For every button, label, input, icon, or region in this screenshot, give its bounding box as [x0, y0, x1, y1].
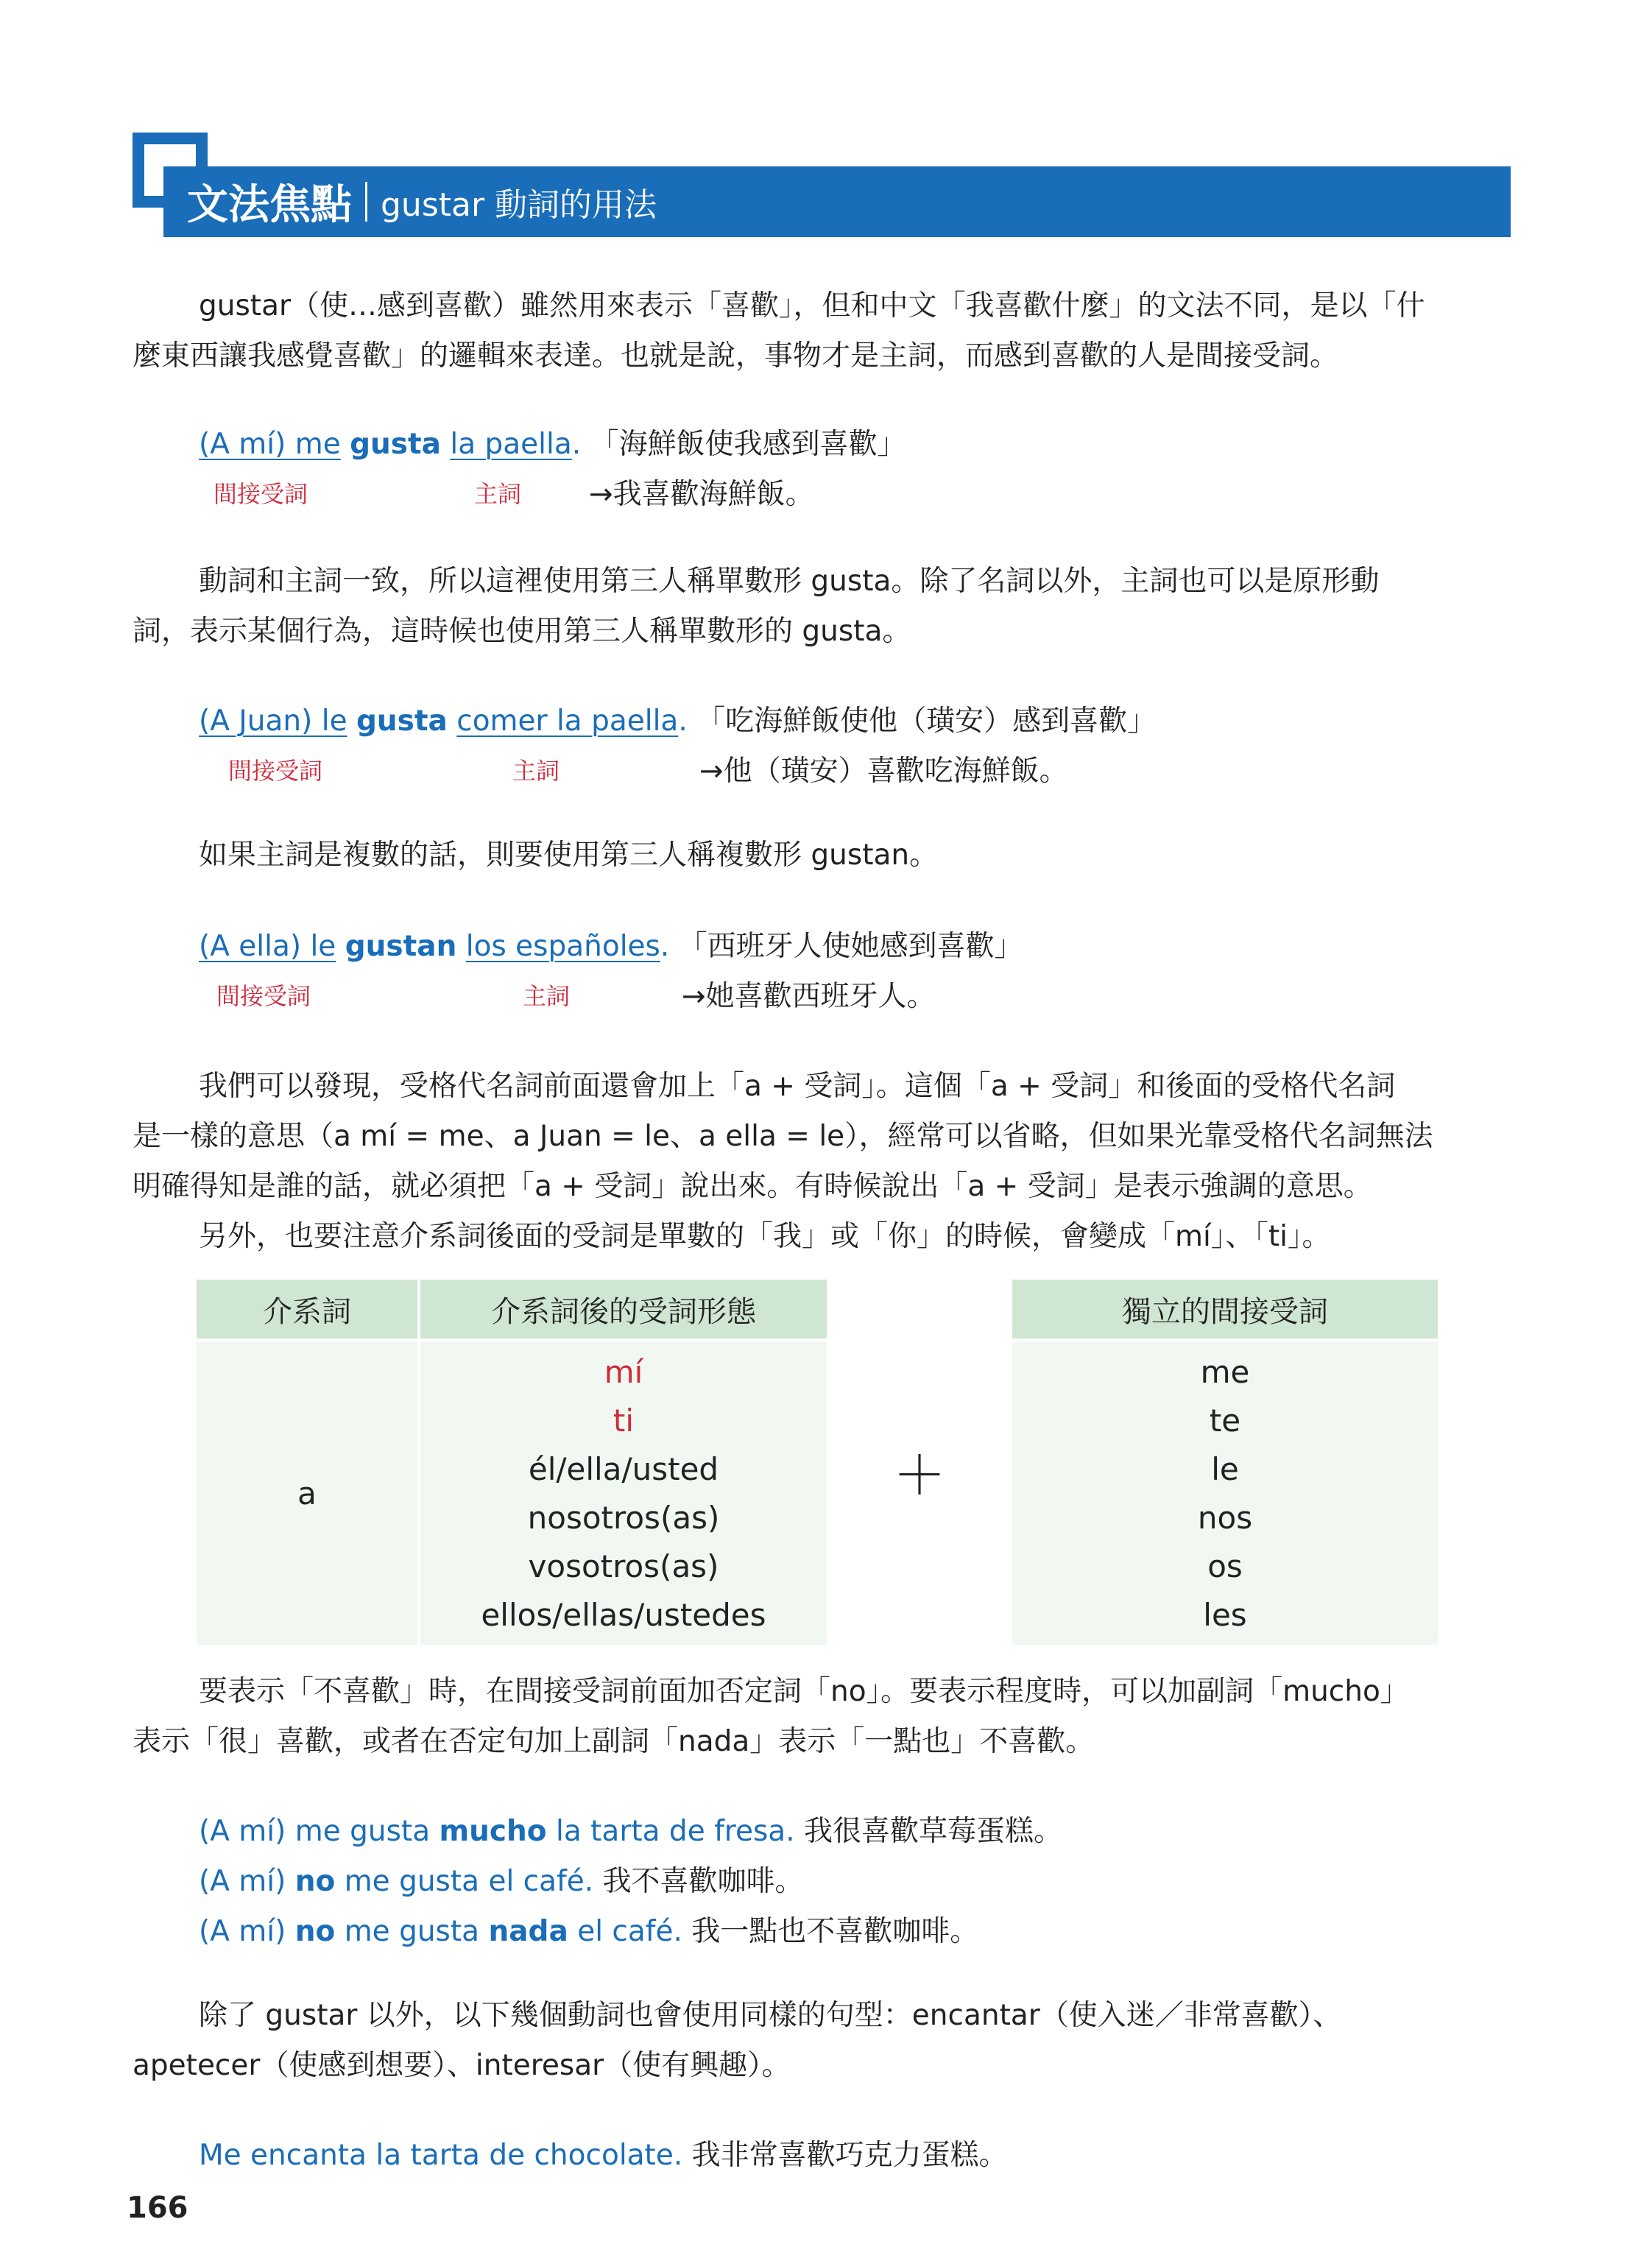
example-text: (A mí) — [199, 1865, 295, 1898]
table-item: os — [1207, 1548, 1243, 1584]
paragraph-line: apetecer（使感到想要）、interesar（使有興趣）。 — [133, 2049, 791, 2082]
translation: 「西班牙人使她感到喜歡」 — [678, 930, 1023, 963]
translation: 我一點也不喜歡咖啡。 — [682, 1915, 979, 1948]
paragraph-line: gustar（使…感到喜歡）雖然用來表示「喜歡」，但和中文「我喜歡什麼」的文法不同，是以「什 — [199, 289, 1425, 322]
table-item: mí — [604, 1353, 643, 1390]
table-cell-preposition: a — [197, 1341, 417, 1645]
section-title: 文法焦點 — [187, 181, 352, 229]
translation: 我不喜歡咖啡。 — [593, 1865, 804, 1898]
pronoun-table — [197, 1280, 1438, 1645]
verb: gusta — [356, 705, 448, 738]
paragraph-line: 另外，也要注意介系詞後面的受詞是單數的「我」或「你」的時候，會變成「mí」、「ti」。 — [199, 1220, 1331, 1253]
title-divider — [365, 182, 367, 222]
section-header — [163, 166, 1511, 237]
translation: 「吃海鮮飯使他（璜安）感到喜歡」 — [696, 705, 1157, 738]
meaning-arrow-line: →她喜歡西班牙人。 — [682, 980, 936, 1013]
table-item: me — [1200, 1353, 1250, 1390]
table-header-object-form: 介系詞後的受詞形態 — [420, 1280, 827, 1338]
indirect-object: (A ella) le — [199, 930, 336, 963]
example-text: (A mí) — [199, 1915, 295, 1948]
example-text: Me encanta la tarta de chocolate. — [199, 2139, 683, 2172]
paragraph-line: 是一樣的意思（a mí = me、a Juan = le、a ella = le），經常可以省略，但如果光靠受格代名詞無法 — [133, 1120, 1433, 1153]
label-indirect-object: 間接受詞 — [228, 757, 323, 785]
table-item: te — [1209, 1402, 1241, 1439]
paragraph-line: 動詞和主詞一致，所以這裡使用第三人稱單數形 gusta。除了名詞以外，主詞也可以是原形動 — [199, 565, 1380, 598]
meaning-arrow-line: →他（璜安）喜歡吃海鮮飯。 — [699, 755, 1068, 788]
table-header-preposition: 介系詞 — [197, 1280, 417, 1338]
table-item: ti — [613, 1402, 635, 1439]
label-subject: 主詞 — [523, 982, 571, 1010]
indirect-object: (A mí) me — [199, 428, 341, 461]
example-sentence-7 — [199, 2132, 1008, 2173]
table-item: vosotros(as) — [528, 1548, 719, 1584]
example-sentence-2 — [199, 698, 1156, 739]
table-item: ellos/ellas/ustedes — [481, 1596, 766, 1633]
paragraph-line: 麼東西讓我感覺喜歡」的邏輯來表達。也就是說，事物才是主詞，而感到喜歡的人是間接受詞。 — [133, 339, 1339, 373]
label-indirect-object: 間接受詞 — [216, 982, 311, 1010]
example-sentence-1 — [199, 421, 906, 462]
paragraph-line: 詞，表示某個行為，這時候也使用第三人稱單數形的 gusta。 — [133, 615, 911, 648]
example-sentence-6 — [199, 1908, 978, 1950]
plus-sign: ＋ — [892, 1445, 946, 1506]
subject: los españoles — [465, 930, 660, 963]
example-text: me gusta — [335, 1915, 489, 1948]
table-item: él/ella/usted — [528, 1450, 719, 1487]
paragraph-4 — [133, 1062, 1509, 1262]
paragraph-1 — [133, 281, 1509, 381]
paragraph-line: 要表示「不喜歡」時，在間接受詞前面加否定詞「no」。要表示程度時，可以加副詞「mucho」 — [199, 1675, 1409, 1708]
table-header-indirect-object: 獨立的間接受詞 — [1012, 1280, 1438, 1338]
period: . — [571, 428, 582, 461]
subject: comer la paella — [456, 705, 679, 738]
translation: 我很喜歡草莓蛋糕。 — [794, 1815, 1063, 1848]
period: . — [678, 705, 688, 738]
example-text: la tarta de fresa. — [546, 1815, 795, 1848]
paragraph-line: 我們可以發現，受格代名詞前面還會加上「a + 受詞」。這個「a + 受詞」和後面的受格代名詞 — [199, 1070, 1396, 1103]
example-text: el café. — [568, 1915, 682, 1948]
paragraph-2 — [133, 557, 1509, 657]
meaning-arrow-line: →我喜歡海鮮飯。 — [589, 478, 814, 511]
emphasis-word: no — [294, 1865, 336, 1898]
label-subject: 主詞 — [474, 480, 522, 508]
example-text: me gusta el café. — [335, 1865, 594, 1898]
indirect-object: (A Juan) le — [199, 705, 347, 738]
translation: 我非常喜歡巧克力蛋糕。 — [682, 2139, 1008, 2172]
example-sentence-4 — [199, 1808, 1062, 1849]
verb: gustan — [345, 930, 457, 963]
paragraph-line: 明確得知是誰的話，就必須把「a + 受詞」說出來。有時候說出「a + 受詞」是表示強調的意思。 — [133, 1170, 1372, 1203]
label-indirect-object: 間接受詞 — [213, 480, 308, 508]
verb: gusta — [350, 428, 441, 461]
paragraph-line: 表示「很」喜歡，或者在否定句加上副詞「nada」表示「一點也」不喜歡。 — [133, 1725, 1095, 1758]
label-subject: 主詞 — [512, 757, 560, 785]
paragraph-5 — [133, 1667, 1509, 1767]
period: . — [660, 930, 670, 963]
table-cell-object-forms — [420, 1341, 827, 1645]
emphasis-word: no — [294, 1915, 336, 1948]
example-sentence-3 — [199, 923, 1023, 964]
table-item: nosotros(as) — [527, 1499, 720, 1536]
example-text: (A mí) me gusta — [199, 1815, 440, 1848]
table-item: nos — [1197, 1499, 1253, 1536]
emphasis-word: mucho — [439, 1815, 547, 1848]
paragraph-line: 除了 gustar 以外，以下幾個動詞也會使用同樣的句型：encantar（使入迷／非常喜歡）、 — [199, 1999, 1342, 2032]
table-cell-indirect-pronouns — [1012, 1341, 1438, 1645]
subject: la paella — [450, 428, 572, 461]
table-item: le — [1211, 1450, 1239, 1487]
translation: 「海鮮飯使我感到喜歡」 — [590, 428, 906, 461]
table-item: les — [1203, 1596, 1247, 1633]
page-number: 166 — [127, 2191, 188, 2225]
example-sentence-5 — [199, 1858, 804, 1900]
paragraph-line: 如果主詞是複數的話，則要使用第三人稱複數形 gustan。 — [199, 839, 939, 872]
paragraph-6 — [133, 1991, 1509, 2091]
paragraph-3 — [133, 830, 1509, 881]
emphasis-word: nada — [488, 1915, 568, 1948]
section-subtitle: gustar 動詞的用法 — [381, 186, 657, 224]
